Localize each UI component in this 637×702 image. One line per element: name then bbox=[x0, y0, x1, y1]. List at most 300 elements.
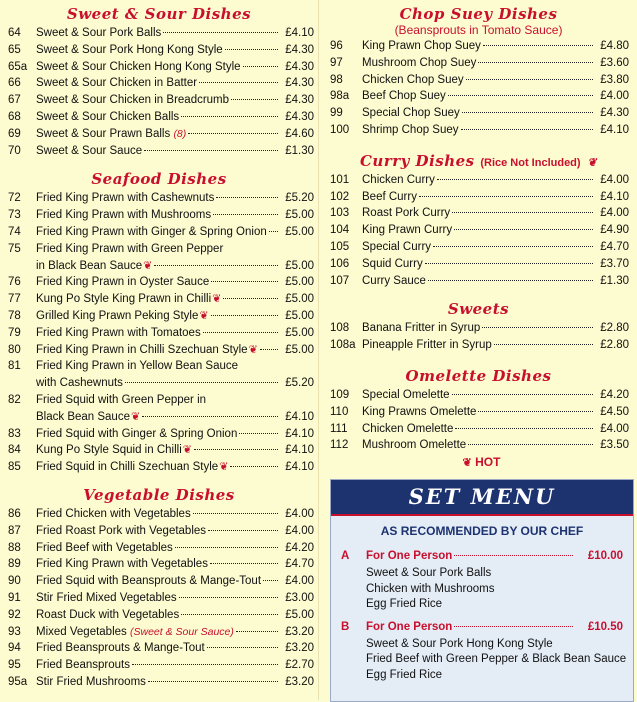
item-number: 110 bbox=[330, 405, 349, 418]
item-number: 96 bbox=[330, 40, 343, 52]
right-column bbox=[320, 0, 637, 454]
item-name bbox=[36, 426, 237, 443]
item-name bbox=[362, 88, 446, 105]
item-name bbox=[362, 105, 460, 122]
item-price: £2.80 bbox=[600, 322, 629, 335]
item-name bbox=[362, 239, 431, 256]
menu-item-row bbox=[320, 55, 637, 72]
menu-item-row bbox=[0, 590, 318, 607]
menu-item-row bbox=[320, 404, 637, 421]
dot-leader bbox=[260, 349, 278, 350]
item-price: £3.20 bbox=[285, 675, 314, 688]
menu-item-row bbox=[0, 308, 318, 325]
item-name-text: Fried Squid with Beansprouts & Mange-Tout bbox=[36, 575, 262, 588]
item-name-text: Chicken Chop Suey bbox=[362, 73, 464, 86]
item-price: £4.10 bbox=[285, 427, 314, 440]
item-name bbox=[36, 291, 221, 308]
dot-leader bbox=[263, 580, 278, 581]
item-name bbox=[362, 404, 476, 421]
item-name-text: Sweet & Sour Chicken in Breadcrumb bbox=[36, 94, 230, 107]
set-option-label: For One Person bbox=[366, 620, 453, 633]
item-name-text: Pineapple Fritter in Syrup bbox=[362, 339, 492, 352]
chili-icon: ❦ bbox=[248, 343, 258, 356]
item-name-text: Fried King Prawn with Green Pepper bbox=[36, 242, 224, 255]
dot-leader bbox=[193, 513, 278, 514]
item-name-text: Fried King Prawn with Cashewnuts bbox=[36, 192, 215, 205]
item-name bbox=[36, 624, 234, 641]
dot-leader bbox=[210, 563, 278, 564]
item-price: £4.30 bbox=[285, 77, 314, 90]
item-name-text: Black Bean Sauce bbox=[36, 410, 130, 423]
item-number: 86 bbox=[8, 507, 21, 520]
item-price: £5.00 bbox=[285, 209, 314, 222]
section-title-seafood: Seafood Dishes bbox=[91, 170, 227, 189]
item-name-text: Curry Sauce bbox=[362, 274, 426, 287]
item-price: £3.70 bbox=[600, 257, 629, 270]
item-name-text: in Black Bean Sauce bbox=[36, 259, 143, 272]
item-number: 108a bbox=[330, 339, 356, 352]
seafood-list bbox=[0, 190, 318, 476]
dot-leader bbox=[478, 62, 593, 63]
item-number: 73 bbox=[8, 209, 21, 222]
menu-item-row bbox=[0, 540, 318, 557]
menu-item-row bbox=[320, 172, 637, 189]
item-price: £5.00 bbox=[285, 608, 314, 621]
set-menu-option bbox=[331, 621, 633, 684]
item-price: £4.30 bbox=[600, 107, 629, 120]
menu-item-row bbox=[0, 42, 318, 59]
item-number: 97 bbox=[330, 56, 343, 69]
dot-leader bbox=[455, 428, 593, 429]
menu-item-row bbox=[320, 421, 637, 438]
item-number: 106 bbox=[330, 257, 350, 270]
menu-item-row bbox=[0, 25, 318, 42]
item-name-text: Sweet & Sour Chicken Balls bbox=[36, 110, 180, 123]
menu-item-row bbox=[0, 143, 318, 160]
dot-leader bbox=[179, 597, 278, 598]
item-name-text: Fried Chicken with Vegetables bbox=[36, 507, 191, 520]
item-price: £3.20 bbox=[285, 642, 314, 655]
item-price: £4.00 bbox=[600, 90, 629, 103]
item-number: 105 bbox=[330, 240, 350, 253]
set-option-item: Chicken with Mushrooms bbox=[366, 582, 495, 595]
item-name-text: Banana Fritter in Syrup bbox=[362, 322, 481, 335]
dot-leader bbox=[482, 327, 593, 328]
item-name bbox=[36, 92, 229, 109]
menu-item-row bbox=[0, 224, 318, 241]
item-name bbox=[36, 358, 238, 375]
dot-leader bbox=[213, 214, 278, 215]
item-name-text: Fried King Prawn with Ginger & Spring Onion bbox=[36, 225, 267, 238]
item-number: 109 bbox=[330, 388, 350, 401]
item-price: £4.90 bbox=[600, 224, 629, 237]
item-number: 67 bbox=[8, 94, 21, 107]
item-number: 88 bbox=[8, 541, 21, 554]
dot-leader bbox=[203, 332, 278, 333]
item-number: 69 bbox=[8, 127, 21, 140]
menu-item-row bbox=[0, 573, 318, 590]
item-name bbox=[36, 540, 173, 557]
item-price: £4.00 bbox=[600, 422, 629, 435]
item-name-text: Fried King Prawn in Chilli Szechuan Style bbox=[36, 343, 248, 356]
item-price: £3.60 bbox=[600, 56, 629, 69]
set-option-price: £10.00 bbox=[587, 550, 623, 562]
vegetable-list bbox=[0, 506, 318, 691]
dot-leader bbox=[142, 416, 278, 417]
menu-item-row bbox=[0, 409, 318, 426]
dot-leader bbox=[125, 382, 278, 383]
item-price: £4.10 bbox=[600, 123, 629, 136]
dot-leader bbox=[236, 631, 278, 632]
item-name bbox=[362, 256, 423, 273]
item-number: 77 bbox=[8, 293, 21, 306]
item-price: £5.00 bbox=[285, 259, 314, 272]
item-name-text: Beef Curry bbox=[362, 190, 417, 203]
curry-title-text: Curry Dishes bbox=[359, 151, 475, 170]
dot-leader bbox=[478, 411, 593, 412]
item-price: £4.10 bbox=[285, 461, 314, 474]
item-name bbox=[36, 190, 214, 207]
menu-item-row bbox=[0, 59, 318, 76]
dot-leader bbox=[181, 116, 278, 117]
item-name-text: Fried Beansprouts & Mange-Tout bbox=[36, 642, 205, 655]
item-price: £3.80 bbox=[600, 73, 629, 86]
section-title-sweets: Sweets bbox=[447, 300, 510, 319]
item-number: 93 bbox=[8, 625, 21, 638]
item-number: 103 bbox=[330, 207, 350, 220]
item-name-text: Sweet & Sour Sauce bbox=[36, 144, 143, 157]
item-number: 99 bbox=[330, 107, 343, 120]
item-name-text: Sweet & Sour Chicken in Batter bbox=[36, 77, 198, 90]
item-price: £5.00 bbox=[285, 293, 314, 306]
dot-leader bbox=[216, 197, 278, 198]
item-name bbox=[36, 409, 140, 426]
item-name bbox=[362, 222, 452, 239]
item-name bbox=[36, 523, 206, 540]
left-column bbox=[0, 0, 318, 691]
menu-item-row bbox=[320, 122, 637, 139]
chili-icon: ❦ bbox=[587, 155, 598, 169]
item-number: 102 bbox=[330, 190, 350, 203]
chili-icon: ❦ bbox=[462, 457, 472, 469]
item-name-text: Sweet & Sour Pork Hong Kong Style bbox=[36, 43, 223, 56]
set-option-letter: B bbox=[341, 620, 350, 633]
section-title-curry bbox=[320, 150, 637, 172]
dot-leader bbox=[175, 547, 278, 548]
menu-item-row bbox=[0, 126, 318, 143]
item-number: 95 bbox=[8, 659, 21, 672]
item-note: (Sweet & Sour Sauce) bbox=[130, 625, 234, 638]
menu-item-row bbox=[0, 640, 318, 657]
dot-leader bbox=[163, 32, 278, 33]
item-name bbox=[362, 38, 481, 55]
dot-leader bbox=[211, 315, 278, 316]
item-number: 111 bbox=[330, 422, 348, 435]
item-name-text: Fried Beansprouts bbox=[36, 659, 130, 672]
item-name bbox=[36, 674, 146, 691]
dot-leader bbox=[494, 344, 593, 345]
item-price: £4.00 bbox=[600, 173, 629, 186]
column-divider bbox=[318, 0, 319, 700]
dot-leader bbox=[144, 150, 278, 151]
item-price: £1.30 bbox=[285, 144, 314, 157]
menu-item-row bbox=[0, 556, 318, 573]
set-option-item: Egg Fried Rice bbox=[366, 668, 443, 681]
menu-item-row bbox=[0, 241, 318, 258]
dot-leader bbox=[483, 45, 593, 46]
set-option-item: Egg Fried Rice bbox=[366, 598, 443, 610]
set-option-item: Sweet & Sour Pork Hong Kong Style bbox=[366, 637, 553, 650]
curry-list bbox=[320, 172, 637, 290]
item-price: £5.20 bbox=[285, 377, 314, 390]
item-price: £4.10 bbox=[285, 27, 314, 39]
item-name bbox=[36, 143, 142, 160]
dot-leader bbox=[239, 433, 278, 434]
section-title-sweet-sour: Sweet & Sour Dishes bbox=[66, 5, 252, 23]
menu-item-row bbox=[0, 325, 318, 342]
item-number: 74 bbox=[8, 225, 21, 238]
item-price: £5.00 bbox=[285, 343, 314, 356]
item-number: 64 bbox=[8, 27, 21, 39]
item-number: 75 bbox=[8, 242, 21, 255]
section-title-vegetable: Vegetable Dishes bbox=[83, 485, 235, 504]
dot-leader bbox=[181, 614, 278, 615]
item-number: 85 bbox=[8, 461, 21, 474]
menu-item-row bbox=[320, 337, 637, 354]
dot-leader bbox=[462, 112, 593, 113]
dot-leader bbox=[454, 555, 573, 556]
item-name-text: Sweet & Sour Pork Balls bbox=[36, 27, 162, 39]
item-price: £4.00 bbox=[600, 207, 629, 220]
set-option-header bbox=[331, 550, 633, 566]
item-number: 92 bbox=[8, 608, 21, 621]
item-number: 101 bbox=[330, 173, 350, 186]
dot-leader bbox=[428, 280, 593, 281]
item-name-text: Fried King Prawn with Vegetables bbox=[36, 558, 208, 571]
item-name bbox=[362, 122, 459, 139]
chili-icon: ❦ bbox=[199, 309, 209, 322]
item-name-text: Shrimp Chop Suey bbox=[362, 123, 459, 136]
item-name-text: King Prawn Chop Suey bbox=[362, 40, 481, 52]
item-price: £4.60 bbox=[285, 127, 314, 140]
dot-leader bbox=[223, 298, 278, 299]
chili-icon: ❦ bbox=[130, 410, 141, 423]
item-name-text: Squid Curry bbox=[362, 257, 423, 270]
dot-leader bbox=[243, 66, 278, 67]
menu-item-row bbox=[0, 426, 318, 443]
item-number: 83 bbox=[8, 427, 21, 440]
menu-item-row bbox=[0, 358, 318, 375]
item-name bbox=[36, 109, 179, 126]
menu-item-row bbox=[320, 38, 637, 55]
dot-leader bbox=[425, 263, 593, 264]
item-price: £4.50 bbox=[600, 405, 629, 418]
menu-item-row bbox=[0, 506, 318, 523]
item-name-text: with Cashewnuts bbox=[36, 377, 123, 390]
item-name bbox=[362, 273, 426, 290]
menu-item-row bbox=[0, 624, 318, 641]
menu-item-row bbox=[320, 320, 637, 337]
menu-item-row bbox=[320, 189, 637, 206]
dot-leader bbox=[452, 212, 593, 213]
item-number: 76 bbox=[8, 276, 21, 289]
item-name bbox=[36, 640, 205, 657]
item-number: 90 bbox=[8, 575, 21, 588]
item-name-text: Fried King Prawn in Oyster Sauce bbox=[36, 276, 210, 289]
menu-item-row bbox=[0, 291, 318, 308]
item-price: £4.30 bbox=[285, 43, 314, 56]
menu-item-row bbox=[0, 75, 318, 92]
item-name bbox=[362, 421, 453, 438]
item-name bbox=[36, 375, 123, 392]
item-name bbox=[362, 437, 466, 454]
chili-icon: ❦ bbox=[219, 461, 229, 474]
dot-leader bbox=[132, 664, 278, 665]
item-price: £4.00 bbox=[285, 507, 314, 520]
item-name-text: Sweet & Sour Prawn Balls bbox=[36, 127, 171, 140]
menu-item-row bbox=[320, 222, 637, 239]
item-name-text: Stir Fried Mixed Vegetables bbox=[36, 591, 177, 604]
set-option-item: Fried Beef with Green Pepper & Black Bean Sauce bbox=[366, 653, 627, 665]
item-name bbox=[36, 25, 161, 42]
dot-leader bbox=[230, 466, 278, 467]
menu-item-row bbox=[0, 258, 318, 275]
item-number: 98a bbox=[330, 90, 350, 103]
item-number: 84 bbox=[8, 444, 21, 457]
item-price: £3.00 bbox=[285, 591, 314, 604]
menu-item-row bbox=[0, 442, 318, 459]
item-name bbox=[36, 342, 258, 359]
chili-icon: ❦ bbox=[182, 444, 192, 457]
set-menu-box bbox=[330, 479, 634, 702]
item-name-text: Beef Chop Suey bbox=[362, 90, 446, 103]
item-price: £5.00 bbox=[285, 309, 314, 322]
item-name-text: Chicken Omelette bbox=[362, 422, 454, 435]
item-name bbox=[36, 506, 191, 523]
item-name bbox=[36, 392, 206, 409]
item-price: £4.00 bbox=[285, 575, 314, 588]
item-name bbox=[36, 459, 228, 476]
menu-item-row bbox=[320, 239, 637, 256]
dot-leader bbox=[194, 449, 278, 450]
item-name bbox=[36, 126, 186, 143]
item-name bbox=[36, 207, 211, 224]
item-number: 79 bbox=[8, 326, 21, 339]
item-price: £4.20 bbox=[285, 541, 314, 554]
item-number: 82 bbox=[8, 393, 21, 406]
item-price: £4.00 bbox=[285, 524, 314, 537]
menu-item-row bbox=[0, 657, 318, 674]
dot-leader bbox=[419, 196, 593, 197]
item-name bbox=[36, 59, 241, 76]
item-name-text: Grilled King Prawn Peking Style bbox=[36, 309, 199, 322]
menu-item-row bbox=[0, 274, 318, 291]
menu-item-row bbox=[320, 437, 637, 454]
item-name-text: King Prawn Curry bbox=[362, 224, 453, 237]
item-name-text: Fried Beef with Vegetables bbox=[36, 541, 173, 554]
item-name-text: Special Omelette bbox=[362, 388, 450, 401]
item-number: 80 bbox=[8, 343, 21, 356]
item-note: (8) bbox=[173, 127, 187, 140]
item-number: 104 bbox=[330, 224, 350, 237]
item-price: £5.20 bbox=[285, 192, 314, 205]
item-number: 95a bbox=[8, 675, 28, 688]
item-name-text: Kung Po Style Squid in Chilli bbox=[36, 444, 182, 457]
item-name-text: Mushroom Chop Suey bbox=[362, 56, 477, 69]
item-name-text: Special Curry bbox=[362, 240, 432, 253]
item-name bbox=[362, 337, 492, 354]
item-name bbox=[362, 72, 464, 89]
omelette-list bbox=[320, 387, 637, 454]
item-number: 70 bbox=[8, 144, 21, 157]
menu-item-row bbox=[0, 392, 318, 409]
item-price: £4.30 bbox=[285, 110, 314, 123]
item-number: 81 bbox=[8, 360, 21, 373]
item-name bbox=[36, 590, 177, 607]
dot-leader bbox=[211, 281, 278, 282]
item-name bbox=[36, 308, 209, 325]
item-number: 108 bbox=[330, 322, 350, 335]
item-name-text: Special Chop Suey bbox=[362, 107, 460, 120]
item-name bbox=[36, 258, 152, 275]
item-name-text: Mixed Vegetables bbox=[36, 625, 127, 638]
item-number: 68 bbox=[8, 110, 21, 123]
set-menu-options bbox=[331, 550, 633, 683]
item-name bbox=[362, 189, 417, 206]
menu-item-row bbox=[320, 256, 637, 273]
item-name bbox=[36, 42, 223, 59]
item-number: 94 bbox=[8, 642, 21, 655]
item-price: £4.10 bbox=[600, 190, 629, 203]
menu-item-row bbox=[320, 205, 637, 222]
sweets-list bbox=[320, 320, 637, 354]
menu-item-row bbox=[0, 207, 318, 224]
item-name bbox=[36, 657, 130, 674]
dot-leader bbox=[269, 231, 278, 232]
item-name bbox=[362, 320, 480, 337]
item-number: 72 bbox=[8, 192, 21, 205]
item-price: £5.00 bbox=[285, 326, 314, 339]
dot-leader bbox=[154, 265, 278, 266]
item-name-text: Roast Duck with Vegetables bbox=[36, 608, 180, 621]
dot-leader bbox=[437, 179, 593, 180]
item-number: 65a bbox=[8, 60, 28, 73]
item-price: £4.70 bbox=[285, 558, 314, 571]
dot-leader bbox=[231, 99, 278, 100]
menu-item-row bbox=[320, 387, 637, 404]
menu-item-row bbox=[0, 607, 318, 624]
item-price: £4.10 bbox=[285, 410, 314, 423]
item-price: £4.30 bbox=[285, 94, 314, 107]
item-name bbox=[36, 442, 192, 459]
item-name bbox=[36, 607, 179, 624]
menu-item-row bbox=[0, 674, 318, 691]
item-name-text: Fried King Prawn in Yellow Bean Sauce bbox=[36, 360, 239, 373]
item-name-text: Sweet & Sour Chicken Hong Kong Style bbox=[36, 60, 241, 73]
chili-icon: ❦ bbox=[212, 293, 222, 306]
item-name bbox=[36, 573, 261, 590]
item-number: 78 bbox=[8, 309, 21, 322]
set-option-price: £10.50 bbox=[587, 620, 623, 633]
dot-leader bbox=[466, 79, 593, 80]
dot-leader bbox=[225, 49, 278, 50]
item-price: £3.20 bbox=[285, 625, 314, 638]
item-price: £2.80 bbox=[600, 339, 629, 352]
item-number: 107 bbox=[330, 274, 350, 287]
item-price: £4.80 bbox=[600, 40, 629, 52]
hot-legend bbox=[330, 455, 632, 469]
item-name-text: Kung Po Style King Prawn in Chilli bbox=[36, 293, 212, 306]
